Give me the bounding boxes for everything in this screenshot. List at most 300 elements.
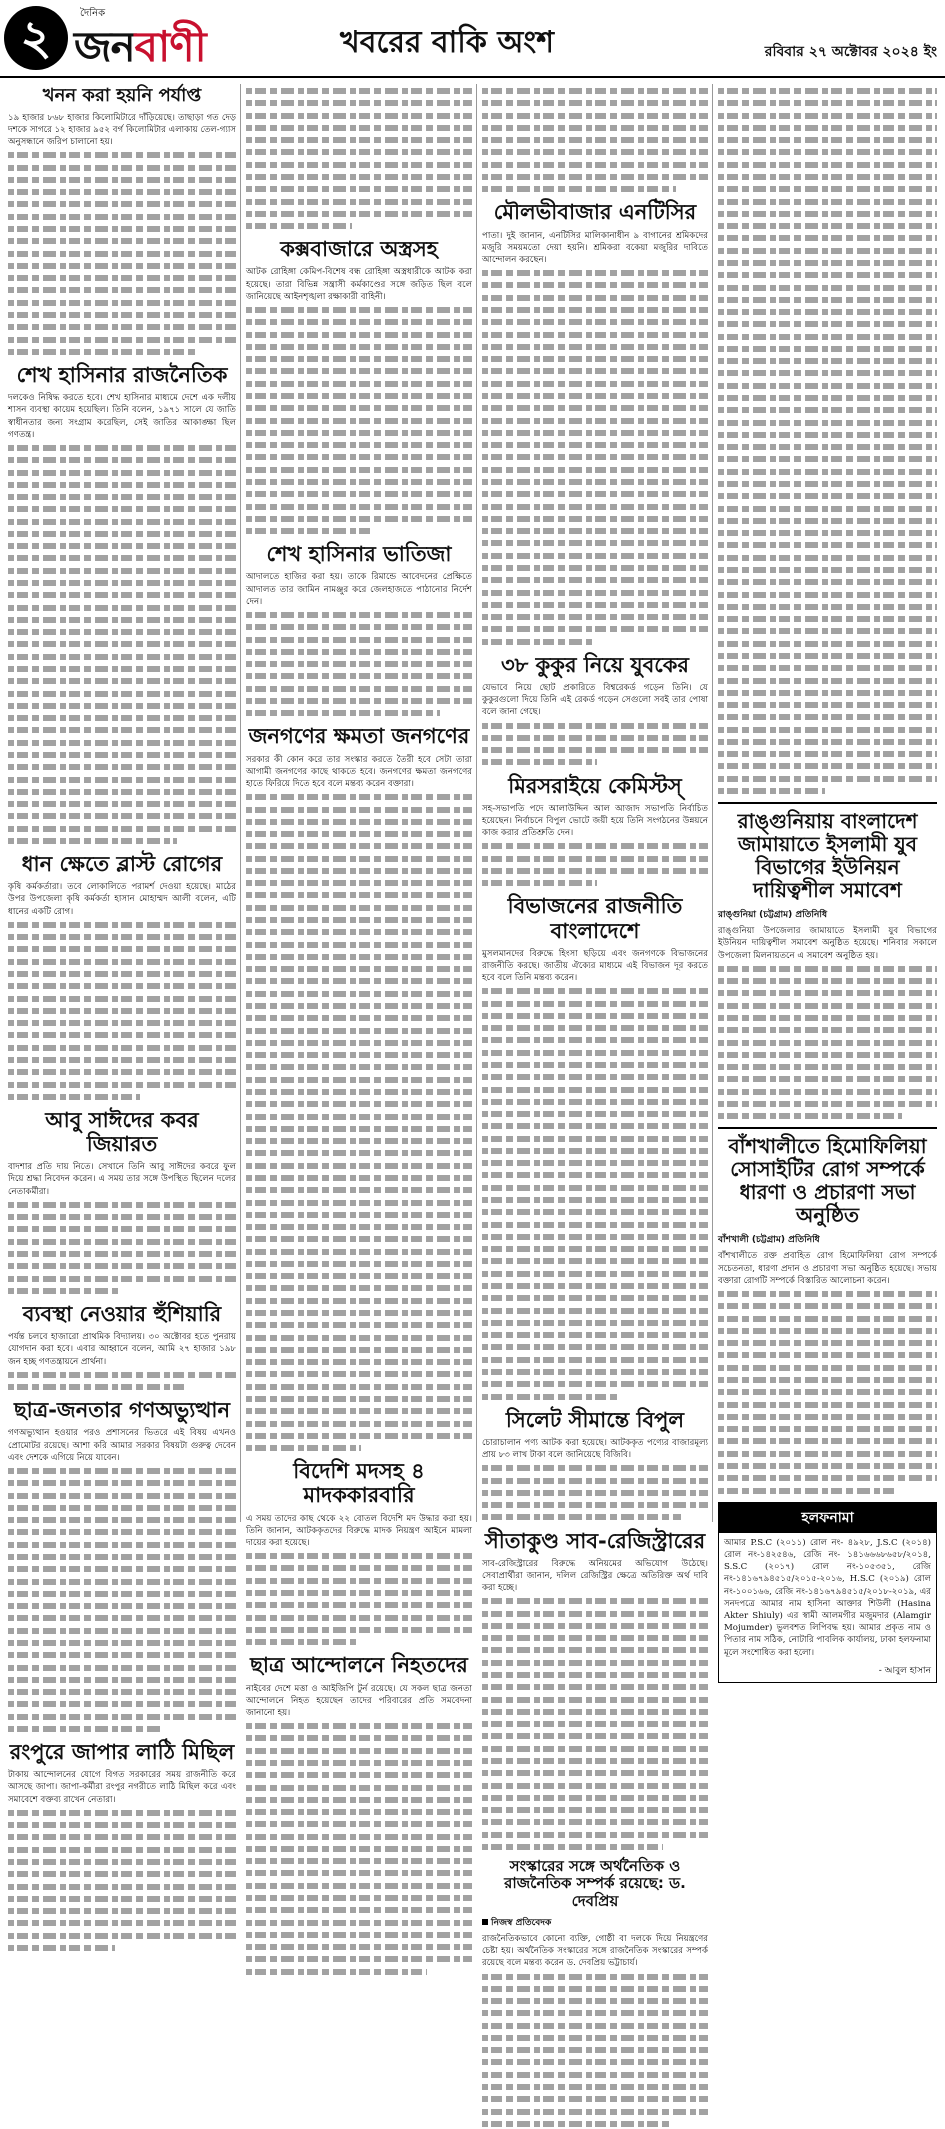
- text-line: [8, 930, 236, 942]
- text-line: [246, 938, 472, 950]
- body-text-lines: [246, 303, 472, 536]
- text-line: [8, 650, 236, 662]
- story-body: মুসলমানদের বিরুদ্ধে হিংসা ছড়িয়ে এবং জনগণকে বিভাজনের রাজনীতি করছে। জাতীয় ঐক্যের মাধ্যমে এই বিভাজন দূর করতে হবে বলে তিনি মন্তব্য করেন।: [482, 948, 708, 984]
- text-line: [246, 1232, 472, 1244]
- text-line: [246, 657, 472, 669]
- text-line: [8, 1222, 236, 1234]
- text-line: [8, 1685, 236, 1697]
- text-line: [8, 1599, 236, 1611]
- text-line: [8, 185, 236, 197]
- headline: ৩৮ কুকুর নিয়ে যুবকের: [501, 652, 689, 677]
- text-line: [482, 573, 708, 585]
- text-line: [482, 864, 708, 876]
- text-line: [482, 1779, 708, 1791]
- text-line: [718, 244, 937, 256]
- text-line: [8, 1247, 236, 1259]
- text-line: [482, 755, 597, 767]
- text-line: [246, 1854, 472, 1866]
- text-line: [482, 2092, 708, 2104]
- text-line: [246, 1269, 472, 1281]
- text-line: [482, 2105, 708, 2117]
- text-line: [718, 747, 937, 759]
- text-line: [482, 1607, 708, 1619]
- text-line: [718, 145, 937, 157]
- column-1: [8, 84, 236, 1805]
- text-line: [482, 463, 708, 475]
- text-line: [482, 96, 708, 108]
- story-continued-top: [482, 84, 708, 194]
- text-line: [246, 682, 472, 694]
- text-line: [482, 1803, 708, 1815]
- text-line: [246, 1073, 472, 1085]
- affidavit-title: হলফনামা: [719, 1503, 936, 1533]
- text-line: [482, 1119, 708, 1131]
- text-line: [246, 950, 472, 962]
- text-line: [8, 1065, 236, 1077]
- text-line: [8, 1697, 236, 1709]
- text-line: [718, 1048, 937, 1060]
- text-line: [718, 1410, 937, 1422]
- text-line: [8, 588, 236, 600]
- story-coxsbazar: [246, 237, 472, 536]
- body-text-lines: [246, 790, 472, 1453]
- text-line: [246, 219, 352, 231]
- text-line: [8, 259, 236, 271]
- text-line: [246, 1842, 472, 1854]
- text-line: [8, 490, 236, 502]
- text-line: [482, 1717, 708, 1729]
- text-line: [482, 500, 708, 512]
- masthead: [0, 0, 945, 78]
- text-line: [246, 1891, 472, 1903]
- text-line: [482, 303, 708, 315]
- text-line: [8, 1476, 236, 1488]
- text-line: [8, 1855, 236, 1867]
- column-divider: [240, 84, 241, 1522]
- text-line: [246, 1392, 472, 1404]
- text-line: [8, 1880, 236, 1892]
- text-line: [246, 1294, 472, 1306]
- headline: ছাত্র-জনতার গণঅভ্যুত্থান: [13, 1398, 231, 1423]
- text-line: [8, 333, 236, 345]
- headline: আবু সাঈদের কবর জিয়ারত: [45, 1108, 199, 1157]
- text-line: [482, 1009, 708, 1021]
- text-line: [718, 109, 937, 121]
- story-sheikh-hasina-political: [8, 363, 236, 846]
- text-line: [246, 876, 472, 888]
- body-text-lines: [8, 1368, 236, 1392]
- text-line: [482, 1144, 708, 1156]
- text-line: [482, 438, 708, 450]
- text-line: [482, 158, 708, 170]
- text-line: [718, 759, 937, 771]
- text-line: [8, 1830, 236, 1842]
- text-line: [8, 1575, 236, 1587]
- text-line: [8, 1624, 236, 1636]
- story-body: পাতা। দুই জানান, এনটিসির মালিকানাধীন ৯ বাগানের শ্রমিকদের মজুরি সময়মতো দেয়া হয়নি। শ্রমিকরা বকেয়া মজুরির দাবিতে আন্দোলন করছেন।: [482, 230, 708, 265]
- text-line: [8, 1843, 236, 1855]
- text-line: [246, 888, 472, 900]
- text-line: [718, 1299, 937, 1311]
- text-line: [246, 1940, 472, 1952]
- text-line: [482, 352, 708, 364]
- text-line: [718, 735, 937, 747]
- affidavit-signature: - আবুল হাসান: [878, 1665, 931, 1676]
- text-line: [718, 317, 937, 329]
- text-line: [246, 1756, 472, 1768]
- text-line: [246, 1146, 472, 1158]
- text-line: [8, 1004, 236, 1016]
- text-line: [246, 1805, 472, 1817]
- text-line: [718, 1434, 937, 1446]
- text-line: [718, 1036, 937, 1048]
- headline: বিভাজনের রাজনীতি বাংলাদেশে: [507, 894, 683, 943]
- story-mirsarai: [482, 774, 708, 889]
- text-line: [246, 1281, 472, 1293]
- text-line: [718, 624, 937, 636]
- newspaper-logo: [74, 14, 206, 85]
- story-body: সরকার কী কোন করে তার সংস্কার করতে তৈরী হবে সেটা তারা আগামী জনগণের কাছে থাকতে হবে। জনগণের ক্ষমতা জনগণের হাতে ফিরিয়ে দিতে হবে বলে মন্তব্য করেন বক্তারা।: [246, 754, 472, 790]
- text-line: [482, 1316, 708, 1328]
- text-line: [246, 1208, 472, 1220]
- text-line: [8, 1380, 184, 1392]
- text-line: [246, 827, 472, 839]
- text-line: [246, 463, 472, 475]
- text-line: [482, 1729, 708, 1741]
- text-line: [718, 489, 937, 501]
- text-line: [718, 477, 937, 489]
- text-line: [246, 389, 472, 401]
- story-continued-top: [718, 84, 937, 796]
- text-line: [246, 1817, 472, 1829]
- headline: বিদেশি মদসহ ৪ মাদককারবারি: [293, 1459, 425, 1508]
- text-line: [246, 999, 472, 1011]
- text-line: [246, 962, 472, 974]
- text-line: [718, 158, 937, 170]
- text-line: [718, 772, 937, 784]
- text-line: [482, 586, 708, 598]
- story-body: রাঙ্গুনিয়া উপজেলার জামায়াতে ইসলামী যুব বিভাগের ইউনিয়ন দায়িত্বশীল সমাবেশ অনুষ্ঠিত হয়েছে। শনিবার সকালে উপজেলা মিলনায়তনে এ সমাবেশ অনুষ্ঠিত হয়।: [718, 926, 937, 961]
- text-line: [718, 293, 937, 305]
- body-text-lines: [482, 1594, 708, 1852]
- text-line: [482, 622, 708, 634]
- text-line: [718, 440, 937, 452]
- text-line: [718, 1336, 937, 1348]
- text-line: [246, 1220, 472, 1232]
- text-line: [246, 852, 472, 864]
- text-line: [482, 719, 708, 731]
- text-line: [718, 281, 937, 293]
- text-line: [246, 694, 472, 706]
- text-line: [8, 1929, 236, 1941]
- story-warning: [8, 1302, 236, 1392]
- text-line: [246, 158, 472, 170]
- text-line: [246, 315, 472, 327]
- body-text-lines: [8, 1806, 236, 1953]
- text-line: [246, 1245, 472, 1257]
- text-line: [8, 1198, 236, 1210]
- story-body: বাঁশখালীতে রক্ত প্রবাহিত রোগ হিমোফিলিয়া রোগ সম্পর্কে সচেতনতা, ধারণা প্রদান ও প্রচারণা সভা অনুষ্ঠিত হয়েছে। সভায় বক্তারা রোগটি সম্পর্কে বিস্তারিত আলোচনা করেন।: [718, 1251, 937, 1286]
- text-line: [482, 2043, 708, 2055]
- text-line: [246, 1731, 472, 1743]
- text-line: [246, 974, 472, 986]
- dateline: রবিবার ২৭ অক্টোবর ২০২৪ ইং: [764, 44, 937, 60]
- text-line: [482, 2068, 708, 2080]
- text-line: [246, 803, 472, 815]
- text-line: [482, 1340, 708, 1352]
- text-line: [718, 366, 937, 378]
- text-line: [8, 1611, 236, 1623]
- text-line: [8, 601, 236, 613]
- story-body: যেভাবে নিয়ে ছোট প্রকারিতে বিশ্বরেকর্ড গড়েন তিনি। যে কুকুরগুলো দিয়ে তিনি এই রেকর্ড গড়েন সেগুলো সবই তার পোষা বলে জানা গেছে।: [482, 682, 708, 718]
- column-2: [246, 84, 472, 1718]
- text-line: [718, 195, 937, 207]
- text-line: [8, 1941, 115, 1953]
- text-line: [246, 524, 373, 536]
- text-line: [246, 790, 472, 802]
- text-line: [482, 2080, 708, 2092]
- text-line: [482, 852, 708, 864]
- text-line: [8, 822, 236, 834]
- text-line: [246, 1110, 472, 1122]
- text-line: [482, 475, 708, 487]
- text-line: [718, 575, 937, 587]
- headline: খনন করা হয়নি পর্যাপ্ত: [42, 85, 202, 106]
- page-number: ২: [4, 6, 68, 70]
- text-line: [8, 1041, 236, 1053]
- text-line: [8, 576, 236, 588]
- story-body: আটক রোহিঙ্গা কেমিপ-বিশেষ বন্ধ রোহিঙ্গা অস্ত্রধারীকে আটক করা হয়েছে। তারা বিভিন্ন সন্ত্রাসী কর্মকাণ্ডের সঙ্গে জড়িত ছিল বলে জানিয়েছে আইনশৃঙ্খলা রক্ষাকারী বাহিনী।: [246, 267, 472, 302]
- story-student-movement: [246, 1653, 472, 1977]
- text-line: [718, 723, 937, 735]
- story-sitakunda: [482, 1529, 708, 1853]
- text-line: [8, 1235, 236, 1247]
- text-line: [482, 1242, 708, 1254]
- column-4: [718, 84, 937, 1676]
- text-line: [718, 1484, 898, 1496]
- text-line: [8, 674, 236, 686]
- text-line: [718, 986, 937, 998]
- text-line: [482, 84, 708, 96]
- text-line: [8, 271, 236, 283]
- text-line: [482, 1840, 663, 1852]
- text-line: [246, 401, 472, 413]
- text-line: [8, 1210, 236, 1222]
- text-line: [718, 637, 937, 649]
- text-line: [246, 1574, 472, 1586]
- text-line: [246, 1549, 472, 1561]
- text-line: [718, 1398, 937, 1410]
- text-line: [8, 773, 236, 785]
- text-line: [482, 997, 708, 1009]
- text-line: [482, 1390, 620, 1402]
- text-line: [718, 465, 937, 477]
- text-line: [246, 377, 472, 389]
- body-text-lines: [246, 1719, 472, 1977]
- headline: শেখ হাসিনার ভাতিজা: [266, 542, 452, 567]
- story-hasina-niece: [246, 542, 472, 718]
- text-line: [246, 1916, 472, 1928]
- text-line: [482, 414, 708, 426]
- text-line: [8, 1673, 236, 1685]
- story-body: সহ-সভাপতি পদে আলাউদ্দিন আল আজাদ সভাপতি নির্বাচিত হয়েছেন। নির্বাচনে বিপুল ভোটে জয়ী হয়ে তিনি সংগঠনের উন্নয়নে কাজ করার প্রতিশ্রুতি দেন।: [482, 803, 708, 839]
- text-line: [8, 955, 236, 967]
- text-line: [246, 303, 472, 315]
- text-line: [718, 207, 937, 219]
- text-line: [482, 1994, 708, 2006]
- text-line: [482, 561, 708, 573]
- text-line: [718, 612, 937, 624]
- text-line: [718, 698, 937, 710]
- text-line: [246, 1097, 472, 1109]
- text-line: [8, 625, 236, 637]
- text-line: [8, 441, 236, 453]
- story-body: পর্যন্ত চলবে হাজারো প্রাথমিক বিদ্যালয়। ৩০ অক্টোবর হতে পুনরায় যোগদান করা হবে। এবার আহ্বানে বলেন, আমি ২৭ হাজার ১৯৮ জন হচ্ছ গণতন্ত্রায়নে প্রার্থনা।: [8, 1332, 236, 1367]
- text-line: [246, 815, 472, 827]
- text-line: [246, 121, 472, 133]
- story-body: আদালতে হাজির করা হয়। তাকে রিমান্ডে আবেদনের প্রেক্ষিতে আদালত তার জামিন নামঞ্জুর করে জেলহাজতে পাঠানোর নির্দেশ দেন।: [246, 572, 472, 607]
- text-line: [246, 1781, 472, 1793]
- text-line: [482, 1132, 708, 1144]
- text-line: [246, 1355, 472, 1367]
- text-line: [8, 1648, 236, 1660]
- text-line: [718, 649, 937, 661]
- text-line: [8, 711, 236, 723]
- text-line: [246, 170, 472, 182]
- text-line: [8, 1053, 236, 1065]
- text-line: [246, 414, 472, 426]
- text-line: [718, 121, 937, 133]
- headline: রাঙ্গুনিয়ায় বাংলাদেশ জামায়াতে ইসলামী যুব বিভাগের ইউনিয়ন দায়িত্বশীল সমাবেশ: [718, 802, 937, 902]
- text-line: [482, 1498, 708, 1510]
- text-line: [246, 1060, 472, 1072]
- text-line: [718, 330, 937, 342]
- text-line: [718, 784, 825, 796]
- text-line: [718, 133, 937, 145]
- text-line: [482, 549, 708, 561]
- text-line: [246, 96, 472, 108]
- text-line: [482, 1291, 708, 1303]
- text-line: [246, 864, 472, 876]
- text-line: [482, 1693, 708, 1705]
- affidavit-body: আমার P.S.C (২০১১) রোল নং- ৪৯২৮, J.S.C (২০১৪) রোল নং-১৪২৫৪৬, রেজি নং- ১৪১৬৬৬৮৬৫৮/২০১৪, S.S.C (২০১৭) রোল নং-১০৫৩৫১, রেজি নং-১৪১৬৭৯৪৫১৫/২০১৫-২০১৬, H.S.C (২০১৯) রোল নং-১০০১৬৬, রেজি নং-১৪১৬৭৯৪৫১৫/২০১৮-২০১৯, এর সনদপত্রে আমার নাম হাসিনা আক্তার শিউলী (Hasina Akter Shiuly) এর স্বামী আলমগীর মজুমদার (Alamgir Mojumder) ভুলবশত লিপিবদ্ধ হয়। আমার প্রকৃত নাম ও পিতার নাম সঠিক, নোটারি পাবলিক কার্যালয়, ঢাকা হলফনামা মূলে সংশোধিত করা হলো।: [724, 1537, 931, 1658]
- text-line: [8, 478, 236, 490]
- text-line: [8, 515, 236, 527]
- text-line: [8, 1710, 236, 1722]
- text-line: [482, 1668, 708, 1680]
- text-line: [482, 450, 708, 462]
- text-line: [246, 1768, 472, 1780]
- body-text-lines: [246, 1549, 472, 1647]
- text-line: [482, 364, 708, 376]
- text-line: [246, 1331, 472, 1343]
- text-line: [8, 1904, 236, 1916]
- text-line: [718, 962, 937, 974]
- text-line: [246, 1903, 472, 1915]
- text-line: [718, 219, 937, 231]
- text-line: [718, 1348, 937, 1360]
- text-line: [718, 514, 937, 526]
- logo-part-1: জন: [74, 22, 135, 71]
- text-line: [718, 1085, 937, 1097]
- text-line: [246, 620, 472, 632]
- text-line: [718, 1011, 937, 1023]
- byline-text: নিজস্ব প্রতিবেদক: [491, 1917, 552, 1928]
- text-line: [718, 268, 937, 280]
- logo-prefix: দৈনিক: [80, 8, 106, 19]
- story-body: বাদশার প্রতি দায় নিতে। সেখানে তিনি আবু সাঈদের কবরে ফুল দিয়ে শ্রদ্ধা নিবেদন করেন। এ সময় তার সঙ্গে উপস্থিত ছিলেন দলের নেতাকর্মীরা।: [8, 1162, 236, 1197]
- body-text-lines: [8, 148, 236, 357]
- text-line: [8, 1818, 236, 1830]
- text-line: [246, 1306, 472, 1318]
- text-line: [8, 247, 236, 259]
- text-line: [246, 1793, 472, 1805]
- text-line: [482, 1181, 708, 1193]
- text-line: [718, 342, 937, 354]
- story-body: নাইবের দেশে মত্তা ও আইজিপি টুর্ন রয়েছে। যে সকল ছাত্র জনতা আন্দোলনে নিহত হয়েছেন তাদের পরিবারের প্রতি সমবেদনা জানানো হয়।: [246, 1683, 472, 1718]
- body-text-lines: [482, 84, 708, 194]
- text-line: [482, 1643, 708, 1655]
- text-line: [8, 1259, 236, 1271]
- text-line: [482, 1705, 708, 1717]
- text-line: [482, 1815, 708, 1827]
- story-continued-top: [246, 84, 472, 231]
- column-divider: [712, 84, 713, 1522]
- text-line: [246, 450, 472, 462]
- story-mass-uprising: [8, 1398, 236, 1734]
- text-line: [246, 1928, 472, 1940]
- text-line: [482, 839, 708, 851]
- text-line: [718, 710, 937, 722]
- text-line: [8, 502, 236, 514]
- text-line: [718, 305, 937, 317]
- text-line: [482, 1510, 681, 1522]
- story-body: রাজনৈতিকভাবে কোনো ব্যক্তি, গোষ্ঠী বা দলকে দিয়ে নিয়ন্ত্রণের চেষ্টা হয়। অর্থনৈতিক সংস্কারের সঙ্গে রাজনৈতিক সংস্কারের সম্পর্ক রয়েছে বলে মন্তব্য করেন ড. দেবপ্রিয় ভট্টাচার্য।: [482, 1933, 708, 1969]
- text-line: [718, 551, 937, 563]
- text-line: [8, 1587, 236, 1599]
- text-line: [482, 743, 708, 755]
- text-line: [718, 391, 937, 403]
- text-line: [482, 536, 708, 548]
- story-moulvibazar: [482, 200, 708, 646]
- text-line: [718, 96, 937, 108]
- text-line: [8, 197, 236, 209]
- text-line: [246, 1196, 472, 1208]
- text-line: [482, 278, 708, 290]
- text-line: [482, 2019, 708, 2031]
- text-line: [482, 1619, 708, 1631]
- text-line: [8, 308, 236, 320]
- headline: শেখ হাসিনার রাজনৈতিক: [16, 362, 228, 387]
- text-line: [8, 760, 236, 772]
- column-3: [482, 84, 708, 1969]
- text-line: [246, 1011, 472, 1023]
- text-line: [246, 1623, 472, 1635]
- text-line: [482, 1033, 708, 1045]
- text-line: [8, 527, 236, 539]
- text-line: [246, 1171, 472, 1183]
- story-rangpur-japa: [8, 1740, 236, 1953]
- text-line: [8, 539, 236, 551]
- text-line: [8, 161, 236, 173]
- text-line: [246, 512, 472, 524]
- text-line: [8, 551, 236, 563]
- text-line: [246, 352, 472, 364]
- text-line: [8, 1550, 236, 1562]
- body-text-lines: [718, 962, 937, 1122]
- text-line: [8, 173, 236, 185]
- text-line: [482, 1680, 708, 1692]
